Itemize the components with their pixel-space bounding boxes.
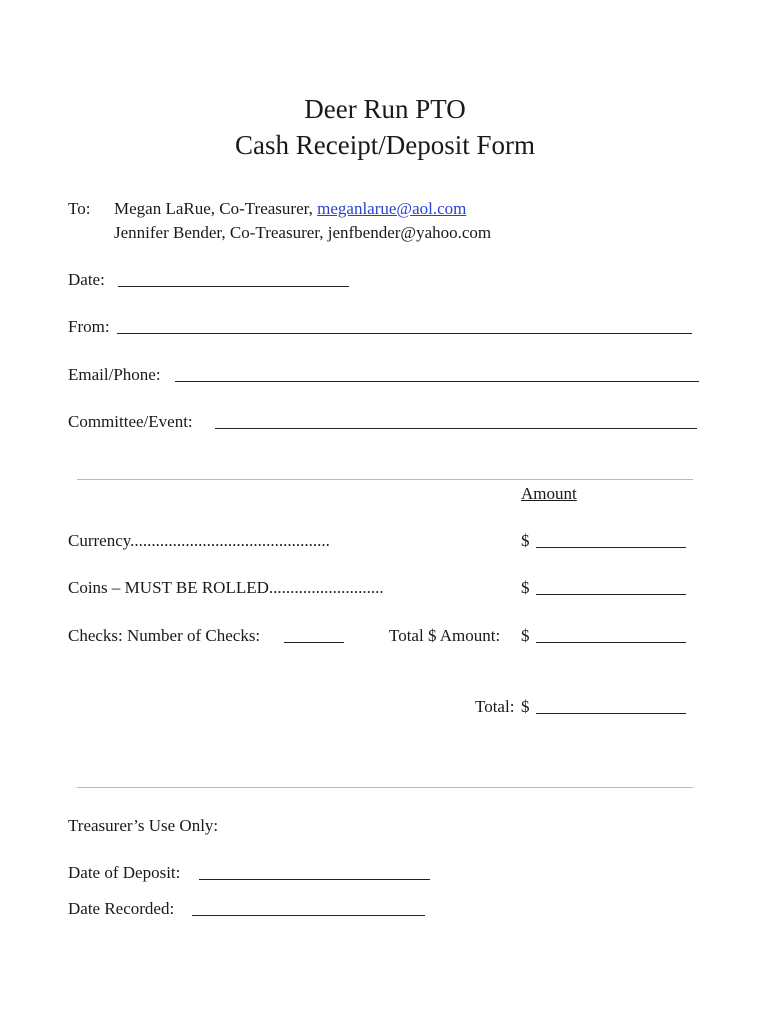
date-of-deposit-label: Date of Deposit: [68, 863, 181, 882]
from-label: From: [68, 317, 110, 336]
checks-total-amount-label: Total $ Amount: [389, 626, 501, 645]
date-recorded-field[interactable] [192, 915, 425, 916]
currency-dollar-sign: $ [521, 531, 530, 550]
treasurer-heading: Treasurer’s Use Only: [68, 816, 219, 835]
recipient-2: Jennifer Bender, Co-Treasurer, jenfbender@yahoo.com [114, 223, 492, 242]
number-of-checks-field[interactable] [284, 642, 344, 643]
email-phone-field[interactable] [175, 381, 699, 382]
date-field[interactable] [118, 286, 349, 287]
amount-header: Amount [521, 484, 577, 503]
coins-row [68, 578, 384, 598]
recipient-1-text: Megan LaRue, Co-Treasurer, [114, 199, 318, 218]
from-field[interactable] [117, 333, 692, 334]
recipient-1 [114, 199, 466, 219]
email-phone-label: Email/Phone: [68, 365, 161, 384]
total-label: Total: [475, 697, 515, 716]
currency-row [68, 531, 330, 551]
date-of-deposit-field[interactable] [199, 879, 430, 880]
currency-amount-field[interactable] [536, 547, 686, 548]
currency-label: Currency [68, 531, 131, 550]
checks-amount-field[interactable] [536, 642, 686, 643]
section-divider [77, 479, 693, 480]
checks-label: Checks: Number of Checks: [68, 626, 261, 645]
date-recorded-label: Date Recorded: [68, 899, 175, 918]
coins-dollar-sign: $ [521, 578, 530, 597]
coins-label: Coins – MUST BE ROLLED [68, 578, 269, 597]
section-divider [77, 787, 693, 788]
total-dollar-sign: $ [521, 697, 530, 716]
coins-leader-dots: ........................... [268, 578, 384, 597]
date-label: Date: [68, 270, 105, 289]
to-label: To: [68, 199, 91, 218]
org-title: Deer Run PTO [304, 94, 466, 124]
coins-amount-field[interactable] [536, 594, 686, 595]
form-title: Cash Receipt/Deposit Form [235, 130, 535, 160]
committee-event-field[interactable] [215, 428, 697, 429]
total-amount-field[interactable] [536, 713, 686, 714]
committee-event-label: Committee/Event: [68, 412, 193, 431]
currency-leader-dots: ............................................... [130, 531, 330, 550]
recipient-1-email-link[interactable]: meganlarue@aol.com [317, 199, 467, 218]
checks-dollar-sign: $ [521, 626, 530, 645]
